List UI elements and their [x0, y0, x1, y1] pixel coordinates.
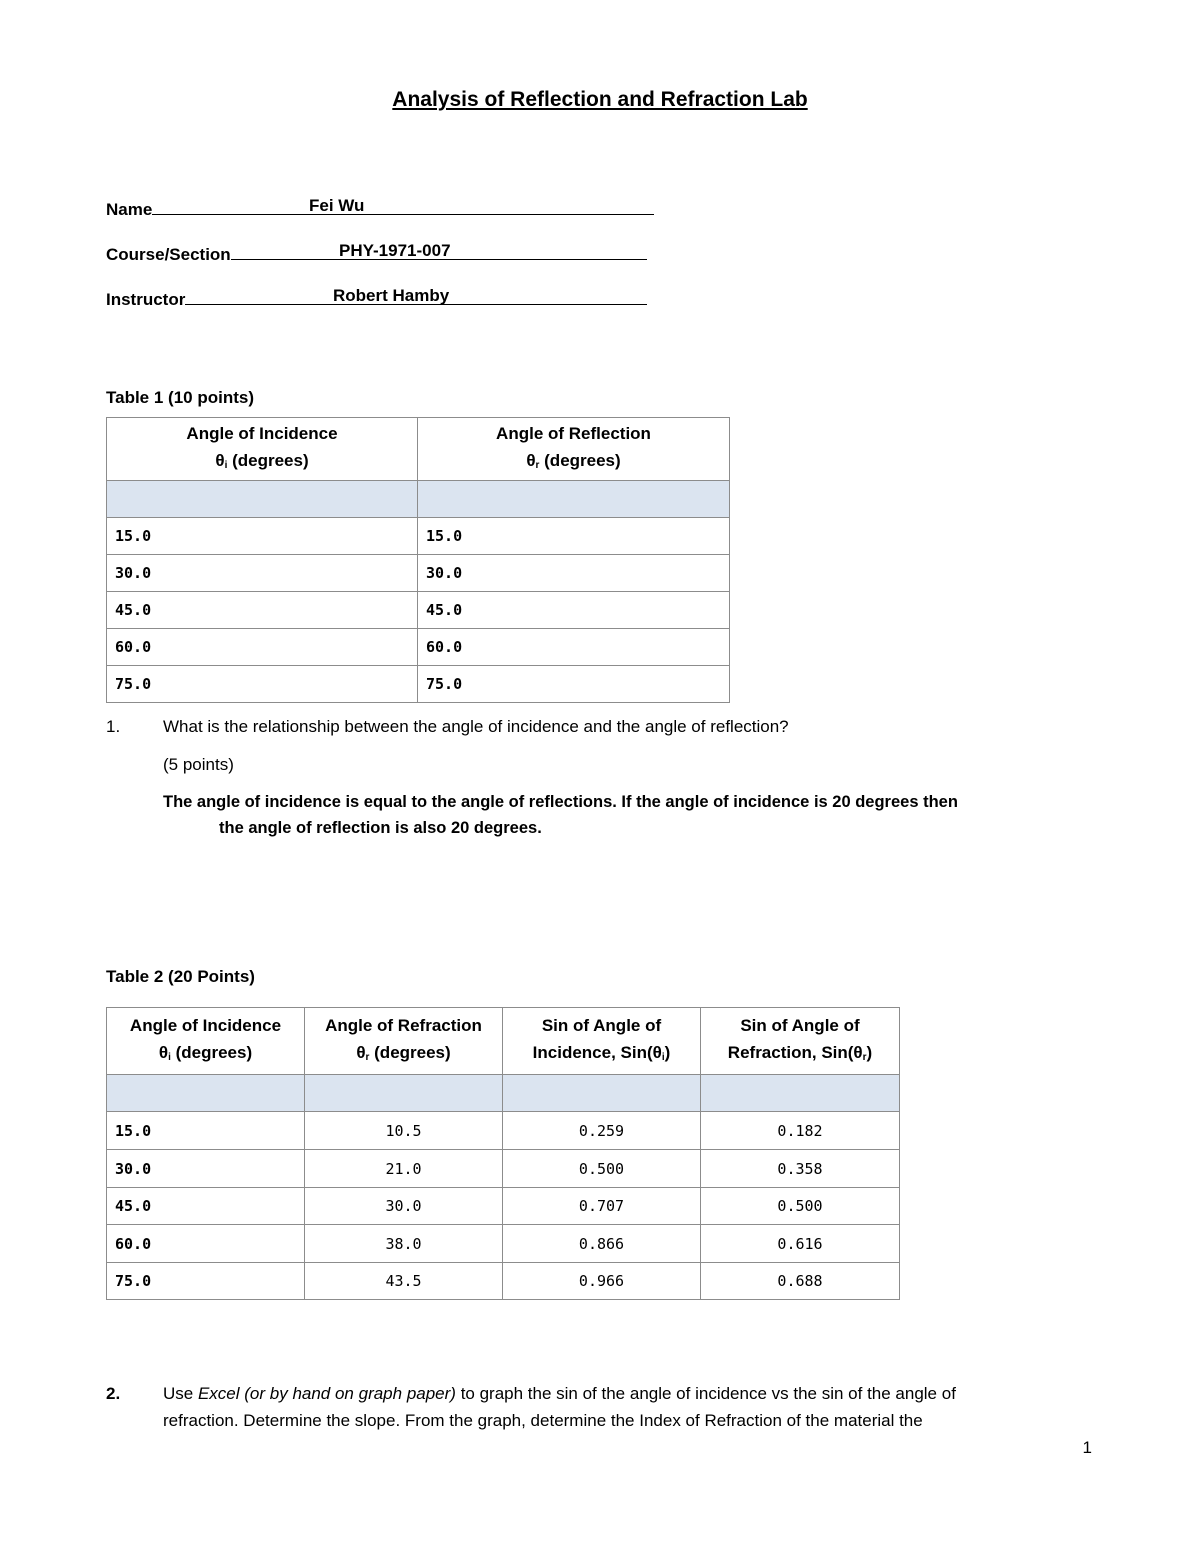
table-row: 75.0 75.0 [107, 666, 730, 703]
name-label: Name [106, 199, 153, 219]
table-row: 15.0 10.5 0.259 0.182 [107, 1112, 900, 1150]
question1-number: 1. [106, 717, 121, 736]
header-refraction: Angle of Refraction $\theta_r$ (degrees) [305, 1008, 503, 1075]
instructor-field [106, 286, 647, 310]
header-sin-refraction: Sin of Angle of Refraction, $Sin(\theta_r)$ [701, 1008, 900, 1075]
page-title: Analysis of Reflection and Refraction Lab [392, 88, 808, 111]
course-value: PHY-1971-007 [339, 241, 451, 260]
question2-line1: Use Excel (or by hand on graph paper) to graph the sin of the angle of incidence vs the sin of the angle of [163, 1384, 956, 1403]
question1-answer-line1: The angle of incidence is equal to the angle of reflections. If the angle of incidence is 20 degrees then [163, 793, 958, 811]
table1-caption: Table 1 (10 points) [106, 388, 254, 407]
table-row: 45.0 45.0 [107, 592, 730, 629]
name-value: Fei Wu [309, 196, 365, 215]
table-header-row [107, 418, 730, 481]
course-field [106, 241, 647, 265]
shaded-row [107, 1075, 900, 1112]
question1-text: What is the relationship between the angle of incidence and the angle of reflection? [163, 717, 789, 736]
page-number: 1 [1082, 1438, 1092, 1457]
reflection-table [106, 417, 730, 703]
table-row: 15.0 15.0 [107, 518, 730, 555]
table-row: 45.0 30.0 0.707 0.500 [107, 1188, 900, 1225]
header-sin-incidence: Sin of Angle of Incidence, $Sin(\theta_i)$ [503, 1008, 701, 1075]
name-underline [152, 196, 654, 215]
question1-points: (5 points) [163, 755, 234, 774]
table2-caption: Table 2 (20 Points) [106, 967, 255, 986]
header-incidence: Angle of Incidence $\theta_i$ (degrees) [107, 418, 418, 481]
question1-answer-line2: the angle of reflection is also 20 degrees. [219, 819, 542, 837]
table-row: 60.0 60.0 [107, 629, 730, 666]
question2-line2: refraction. Determine the slope. From the graph, determine the Index of Refraction of the material the [163, 1411, 923, 1430]
table-header-row [107, 1008, 900, 1075]
question2-number: 2. [106, 1384, 121, 1403]
table-row: 30.0 30.0 [107, 555, 730, 592]
table-row: 75.0 43.5 0.966 0.688 [107, 1263, 900, 1300]
instructor-value: Robert Hamby [333, 286, 450, 305]
header-incidence: Angle of Incidence $\theta_i$ (degrees) [107, 1008, 305, 1075]
name-field [106, 196, 654, 220]
table-row: 30.0 21.0 0.500 0.358 [107, 1150, 900, 1188]
header-reflection: Angle of Reflection $\theta_r$ (degrees) [418, 418, 730, 481]
course-label: Course/Section [106, 244, 231, 264]
refraction-table [106, 1007, 900, 1300]
instructor-label: Instructor [106, 289, 186, 309]
table-row: 60.0 38.0 0.866 0.616 [107, 1225, 900, 1263]
shaded-row [107, 481, 730, 518]
